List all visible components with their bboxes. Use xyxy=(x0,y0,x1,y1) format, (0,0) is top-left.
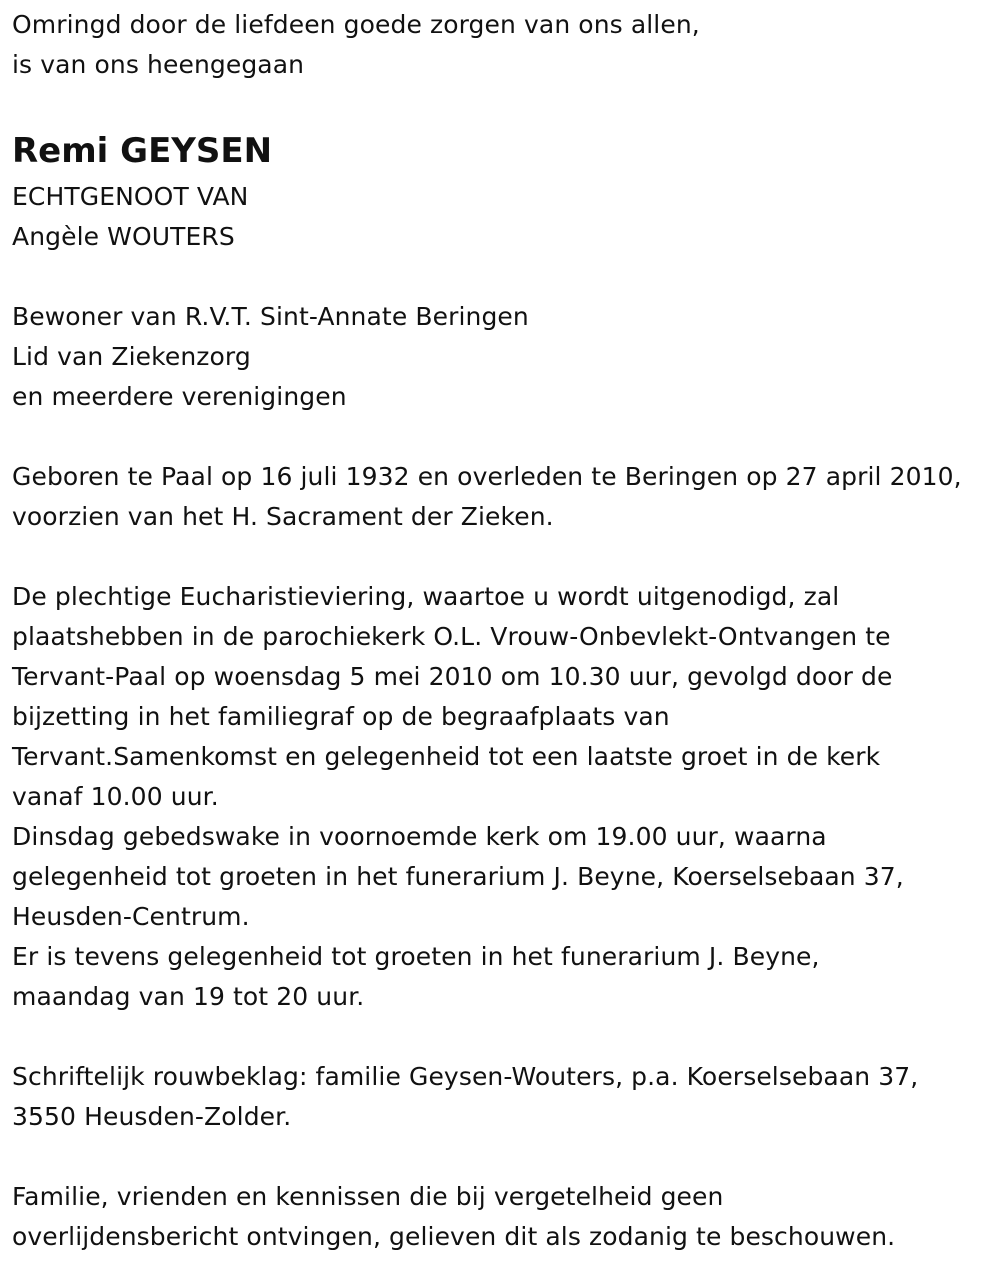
ceremony-line: Tervant.Samenkomst en gelegenheid tot een laatste groet in de kerk xyxy=(12,742,881,771)
deceased-name: Remi GEYSEN xyxy=(12,131,273,171)
ceremony-line: vanaf 10.00 uur. xyxy=(12,782,219,811)
spacer xyxy=(12,537,988,577)
ceremony-line: Heusden-Centrum. xyxy=(12,902,250,931)
ceremony-section xyxy=(12,577,988,1017)
spouse-name: Angèle WOUTERS xyxy=(12,222,235,251)
birth-death-line: Geboren te Paal op 16 juli 1932 en overleden te Beringen op 27 april 2010, xyxy=(12,462,962,491)
affiliation-line: Lid van Ziekenzorg xyxy=(12,342,251,371)
closing-line: Familie, vrienden en kennissen die bij vergetelheid geen xyxy=(12,1182,724,1211)
closing-section xyxy=(12,1177,988,1257)
ceremony-line: gelegenheid tot groeten in het funerarium J. Beyne, Koerselsebaan 37, xyxy=(12,862,904,891)
relation-label: ECHTGENOOT VAN xyxy=(12,182,249,211)
birth-death-section xyxy=(12,457,988,537)
condolences-section xyxy=(12,1057,988,1137)
intro-line: Omringd door de liefdeen goede zorgen van ons allen, xyxy=(12,10,700,39)
ceremony-line: Dinsdag gebedswake in voornoemde kerk om 19.00 uur, waarna xyxy=(12,822,827,851)
affiliation-line: Bewoner van R.V.T. Sint-Annate Beringen xyxy=(12,302,529,331)
ceremony-line: plaatshebben in de parochiekerk O.L. Vrouw-Onbevlekt-Ontvangen te xyxy=(12,622,891,651)
ceremony-line: De plechtige Eucharistieviering, waartoe u wordt uitgenodigd, zal xyxy=(12,582,840,611)
spacer xyxy=(12,1137,988,1177)
ceremony-line: Tervant-Paal op woensdag 5 mei 2010 om 10.30 uur, gevolgd door de xyxy=(12,662,893,691)
ceremony-line: bijzetting in het familiegraf op de begraafplaats van xyxy=(12,702,670,731)
intro-section xyxy=(12,5,988,85)
affiliation-line: en meerdere verenigingen xyxy=(12,382,347,411)
condolences-line: 3550 Heusden-Zolder. xyxy=(12,1102,292,1131)
deceased-section xyxy=(12,131,988,257)
spacer xyxy=(12,1017,988,1057)
spacer xyxy=(12,417,988,457)
affiliations-section xyxy=(12,297,988,417)
intro-line: is van ons heengegaan xyxy=(12,50,305,79)
closing-line: overlijdensbericht ontvingen, gelieven dit als zodanig te beschouwen. xyxy=(12,1222,896,1251)
condolences-line: Schriftelijk rouwbeklag: familie Geysen-Wouters, p.a. Koerselsebaan 37, xyxy=(12,1062,919,1091)
spacer xyxy=(12,257,988,297)
ceremony-line: Er is tevens gelegenheid tot groeten in het funerarium J. Beyne, xyxy=(12,942,820,971)
birth-death-line: voorzien van het H. Sacrament der Zieken. xyxy=(12,502,554,531)
ceremony-line: maandag van 19 tot 20 uur. xyxy=(12,982,365,1011)
